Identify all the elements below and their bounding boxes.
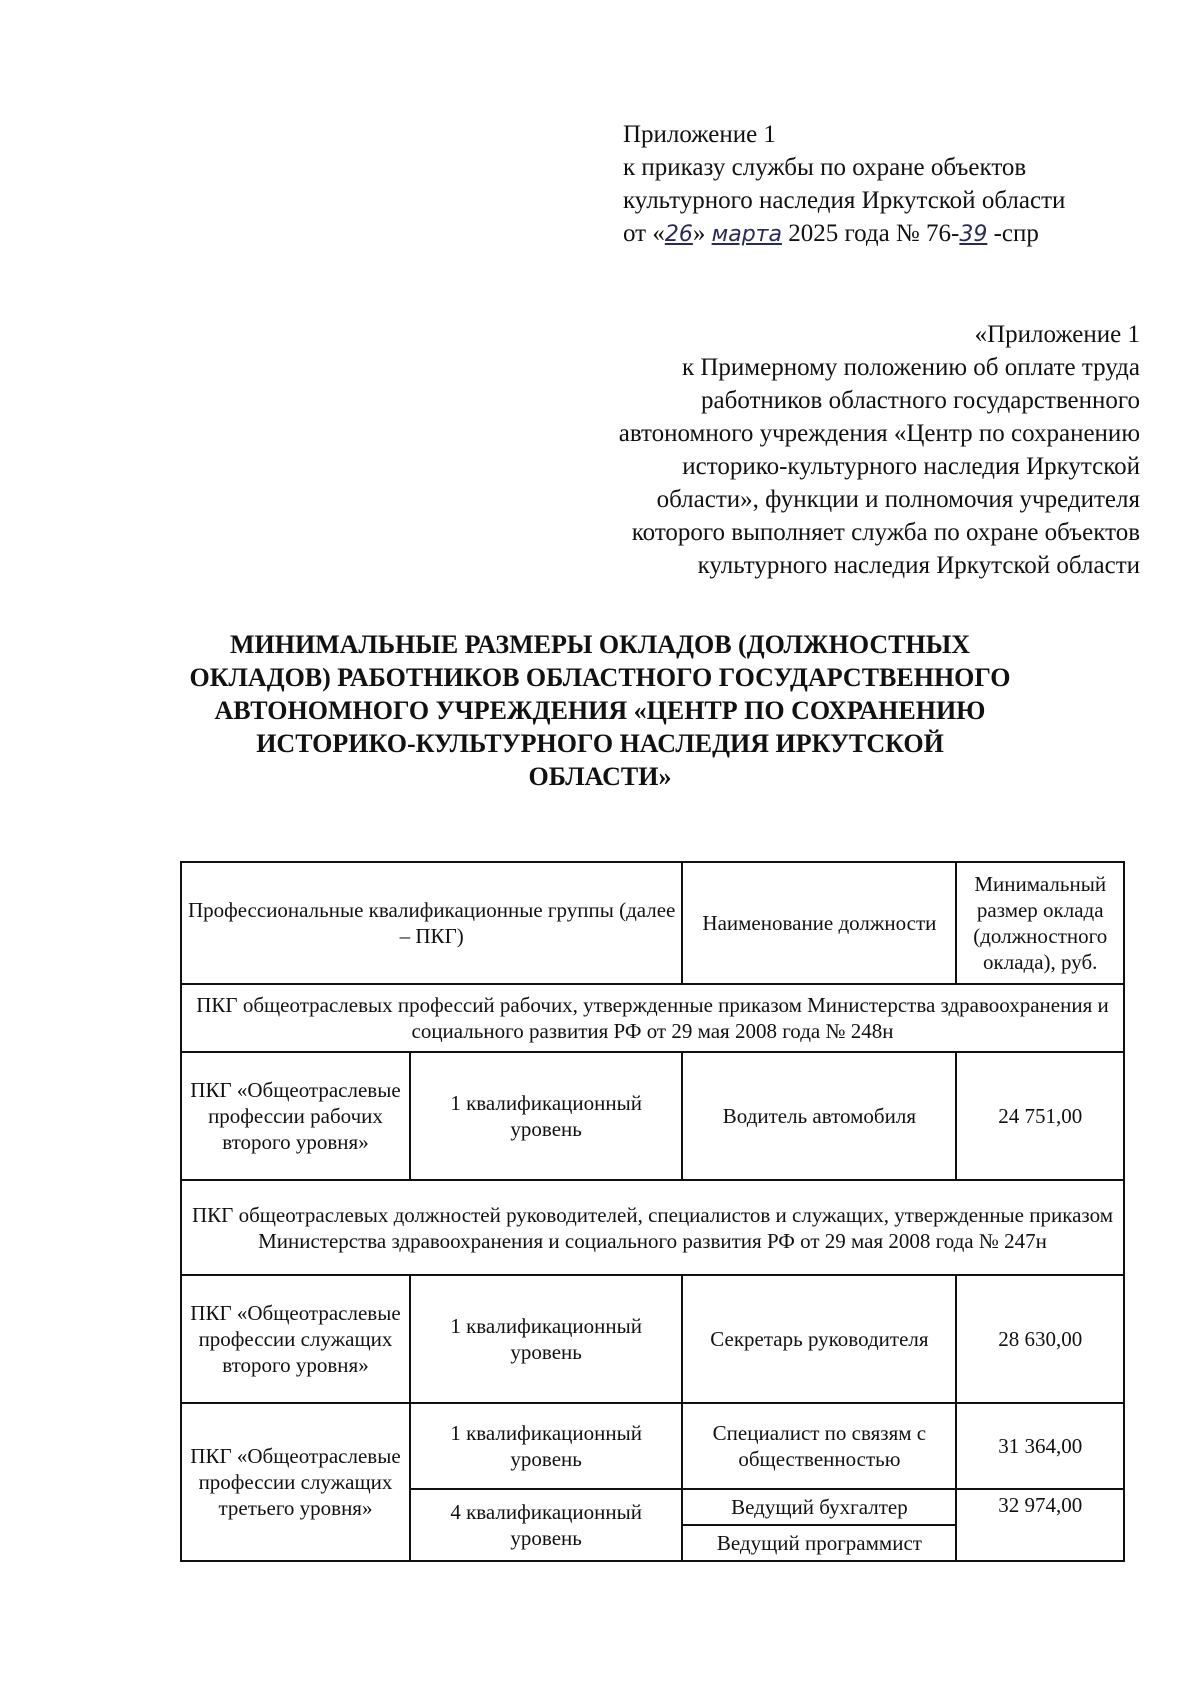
header-position: Наименование должности	[682, 862, 956, 984]
section-title: ПКГ общеотраслевых должностей руководителей, специалистов и служащих, утвержденные приказом Министерства здравоохранения и социального развития РФ от 29 мая 2008 года № 247н	[181, 1180, 1124, 1275]
salary-cell: 32 974,00	[956, 1489, 1124, 1561]
title-line: ОКЛАДОВ) РАБОТНИКОВ ОБЛАСТНОГО ГОСУДАРСТВЕННОГО	[189, 663, 1011, 692]
salary-table	[180, 861, 1125, 1562]
title-line: МИНИМАЛЬНЫЕ РАЗМЕРЫ ОКЛАДОВ (ДОЛЖНОСТНЫХ	[229, 630, 971, 659]
title-line: ОБЛАСТИ»	[528, 762, 672, 791]
handwritten-month: марта	[711, 222, 782, 247]
level-cell: 1 квалификационный уровень	[410, 1052, 682, 1180]
level-cell: 1 квалификационный уровень	[410, 1275, 682, 1403]
appendix-title: Приложение 1	[623, 121, 776, 148]
position-cell: Ведущий бухгалтер	[682, 1489, 956, 1525]
table-row	[181, 1403, 1124, 1489]
level-cell: 4 квалификационный уровень	[410, 1489, 682, 1561]
appendix-header	[623, 118, 1183, 251]
level-cell: 1 квалификационный уровень	[410, 1403, 682, 1489]
sub-appendix-line: культурного наследия Иркутской области	[697, 552, 1140, 579]
sub-appendix-line: к Примерному положению об оплате труда	[681, 354, 1140, 381]
section-title: ПКГ общеотраслевых профессий рабочих, утвержденные приказом Министерства здравоохранения и социального развития РФ от 29 мая 2008 года № 248н	[181, 984, 1124, 1052]
document-title	[180, 628, 1020, 793]
pkg-cell: ПКГ «Общеотраслевые профессии рабочих второго уровня»	[181, 1052, 410, 1180]
table-row	[181, 1275, 1124, 1403]
section-row	[181, 984, 1124, 1052]
pkg-cell: ПКГ «Общеотраслевые профессии служащих третьего уровня»	[181, 1403, 410, 1561]
sub-appendix-header	[500, 318, 1140, 582]
handwritten-number: 39	[959, 222, 988, 247]
appendix-line: к приказу службы по охране объектов	[623, 154, 1027, 181]
position-cell: Специалист по связям с общественностью	[682, 1403, 956, 1489]
salary-cell: 28 630,00	[956, 1275, 1124, 1403]
position-cell: Водитель автомобиля	[682, 1052, 956, 1180]
position-cell: Секретарь руководителя	[682, 1275, 956, 1403]
sub-appendix-line: «Приложение 1	[974, 321, 1140, 348]
appendix-date-line: от «26» марта 2025 года № 76-39 -спр	[623, 220, 1039, 247]
title-line: АВТОНОМНОГО УЧРЕЖДЕНИЯ «ЦЕНТР ПО СОХРАНЕНИЮ	[214, 696, 986, 725]
appendix-line: культурного наследия Иркутской области	[623, 187, 1066, 214]
table-header-row	[181, 862, 1124, 984]
salary-cell: 31 364,00	[956, 1403, 1124, 1489]
table-row	[181, 1052, 1124, 1180]
header-salary: Минимальный размер оклада (должностного оклада), руб.	[956, 862, 1124, 984]
handwritten-day: 26	[664, 222, 693, 247]
sub-appendix-line: автономного учреждения «Центр по сохранению	[618, 420, 1140, 447]
pkg-cell: ПКГ «Общеотраслевые профессии служащих второго уровня»	[181, 1275, 410, 1403]
header-pkg: Профессиональные квалификационные группы (далее – ПКГ)	[181, 862, 682, 984]
sub-appendix-line: области», функции и полномочия учредителя	[656, 486, 1140, 513]
salary-cell: 24 751,00	[956, 1052, 1124, 1180]
sub-appendix-line: которого выполняет служба по охране объектов	[631, 519, 1140, 546]
section-row	[181, 1180, 1124, 1275]
sub-appendix-line: работников областного государственного	[701, 387, 1140, 414]
title-line: ИСТОРИКО-КУЛЬТУРНОГО НАСЛЕДИЯ ИРКУТСКОЙ	[256, 729, 944, 758]
position-cell: Ведущий программист	[682, 1525, 956, 1561]
sub-appendix-line: историко-культурного наследия Иркутской	[682, 453, 1140, 480]
